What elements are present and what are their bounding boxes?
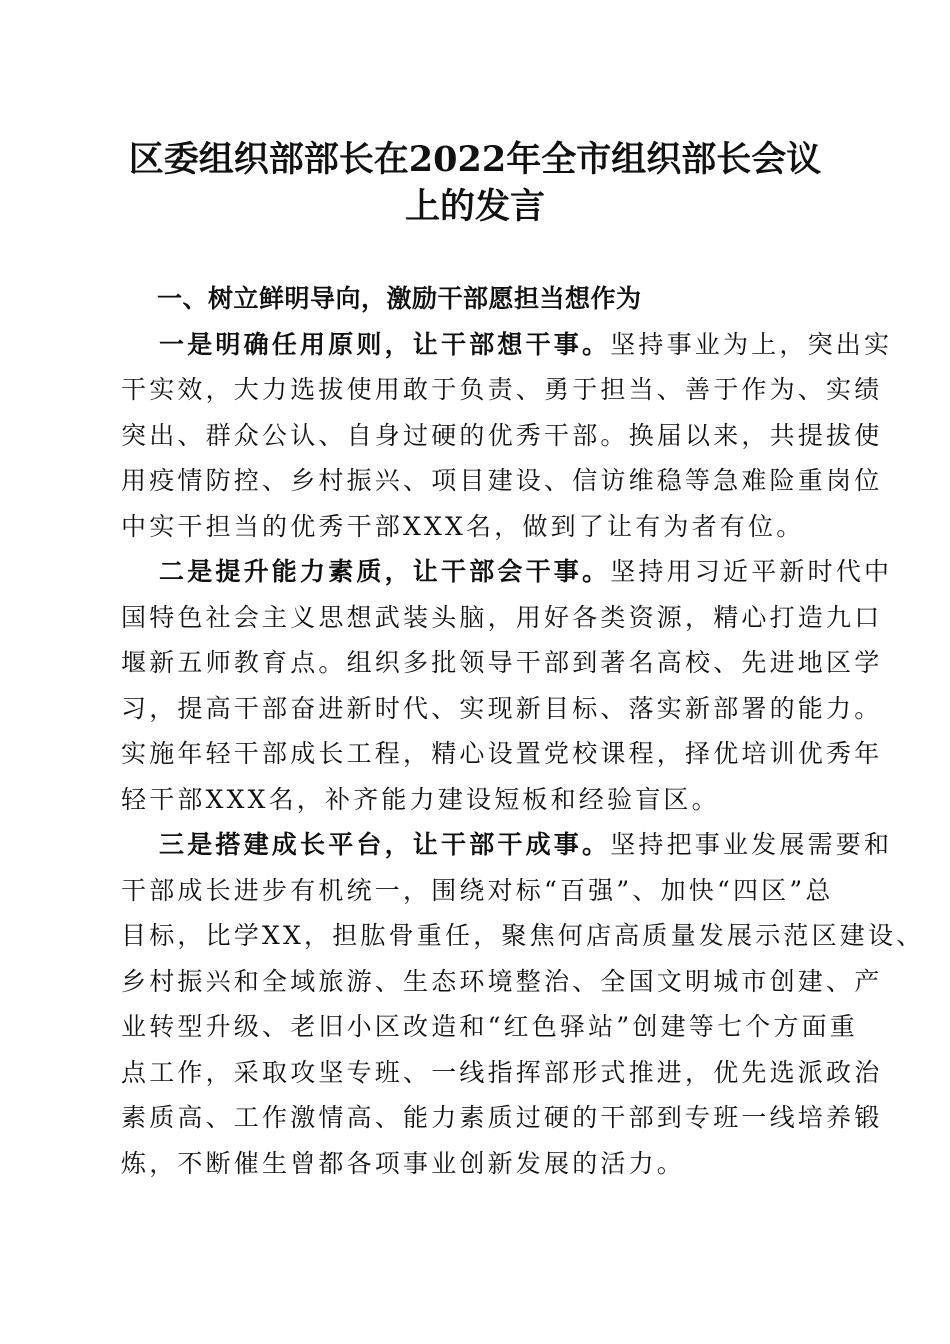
paragraph-line: 点工作，采取攻坚专班、一线指挥部形式推进，优先选派政治 [121,1057,883,1087]
paragraph-2 [121,549,893,822]
paragraph-line: 素质高、工作激情高、能力素质过硬的干部到专班一线培养锻 [121,1103,883,1132]
paragraph-lead: 二是提升能力素质，让干部会干事。 [159,557,611,586]
paragraph-line: 中实干担当的优秀干部XXX名，做到了让有为者有位。 [121,511,805,541]
paragraph-text: 坚持事业为上，突出实 [610,329,893,359]
paragraph-line: 实施年轻干部成长工程，精心设置党校课程，择优培训优秀年 [121,739,883,768]
title-line-2: 上的发言 [404,186,545,227]
document-body [121,276,925,1186]
paragraph-lead: 一是明确任用原则，让干部想干事。 [159,329,611,359]
section-heading: 一、树立鲜明导向，激励干部愿担当想作为 [157,284,642,313]
paragraph-line: 轻干部XXX名，补齐能力建设短板和经验盲区。 [121,784,720,814]
paragraph-line: 国特色社会主义思想武装头脑，用好各类资源，精心打造九口 [121,602,883,632]
paragraph-line: 突出、群众公认、自身过硬的优秀干部。换届以来，共提拔使 [121,420,883,450]
paragraph-line: 堰新五师教育点。组织多批领导干部到著名高校、先进地区学 [121,648,883,677]
paragraph-text: 坚持把事业发展需要和 [610,830,893,859]
paragraph-line: 目标，比学XX，担肱骨重任，聚焦何店高质量发展示范区建设、 [121,921,925,950]
paragraph-line: 乡村振兴和全域旅游、生态环境整治、全国文明城市创建、产 [121,966,883,996]
paragraph-line: 炼，不断催生曾都各项事业创新发展的活力。 [121,1148,686,1178]
paragraph-text: 坚持用习近平新时代中 [610,557,893,586]
paragraph-line: 用疫情防控、乡村振兴、项目建设、信访维稳等急难险重岗位 [121,466,883,495]
document-title [0,136,950,230]
title-line-1: 区委组织部部长在2022年全市组织部长会议 [128,139,822,180]
paragraph-line: 干实效，大力选拔使用敢于负责、勇于担当、善于作为、实绩 [121,375,883,404]
paragraph-line: 业转型升级、老旧小区改造和“红色驿站”创建等七个方面重 [121,1012,858,1041]
paragraph-line: 干部成长进步有机统一，围绕对标“百强”、加快“四区”总 [121,875,834,905]
paragraph-3 [121,822,925,1186]
paragraph-line: 习，提高干部奋进新时代、实现新目标、落实新部署的能力。 [121,693,883,723]
paragraph-lead: 三是搭建成长平台，让干部干成事。 [159,830,611,859]
paragraph-1 [121,322,893,550]
